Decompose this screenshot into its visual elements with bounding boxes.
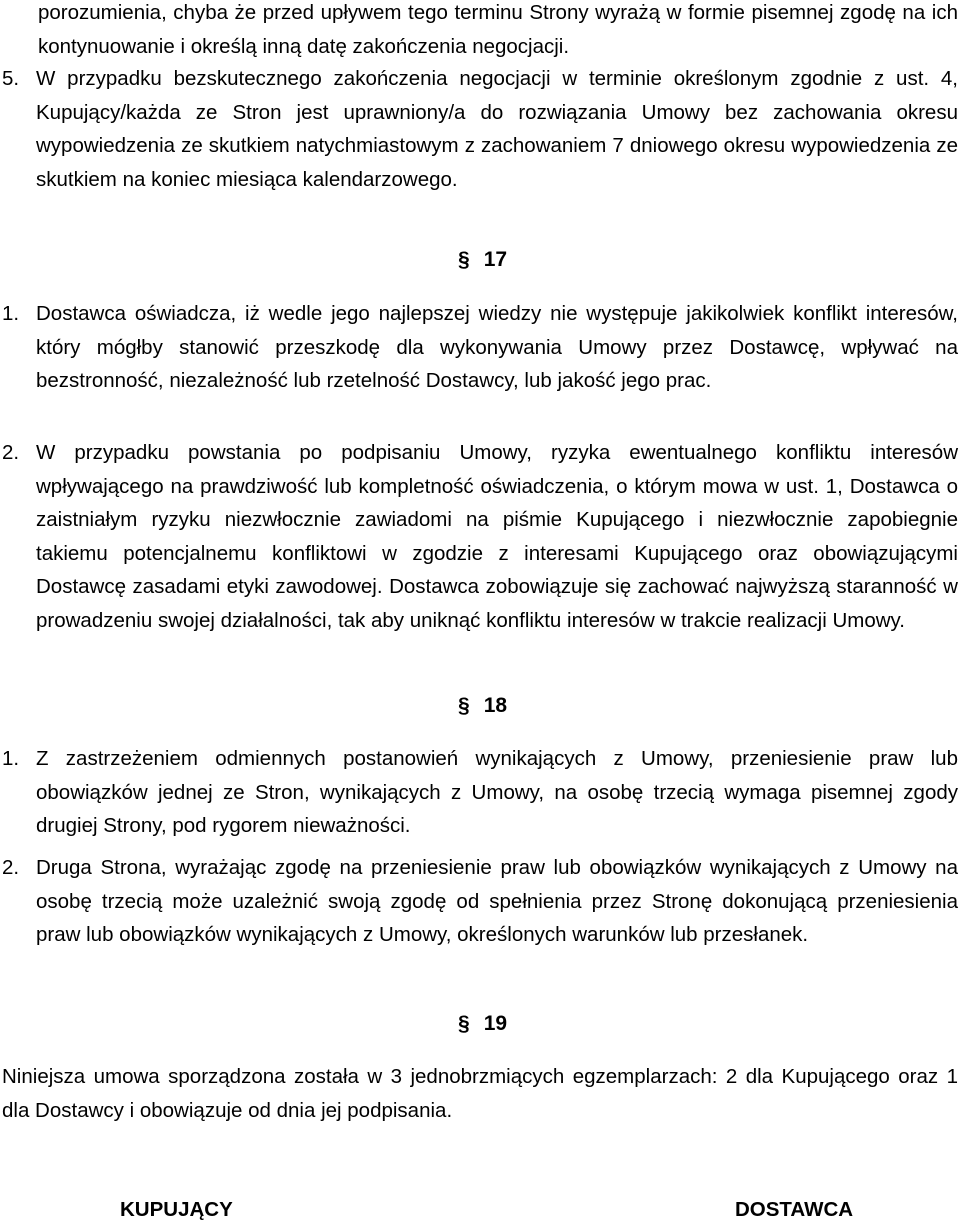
clause-text: Druga Strona, wyrażając zgodę na przeniesienie praw lub obowiązków wynikających z Umowy na osobę trzecią może uzależnić swoją zgodę od spełnienia przez Stronę dokonującą przeniesienia praw lub obowiązków wynikających z Umowy, określonych warunków lub przesłanek. — [36, 856, 958, 946]
clause-number: 1. — [2, 747, 20, 770]
section-18-heading — [458, 689, 578, 723]
clause-text: W przypadku bezskutecznego zakończenia negocjacji w terminie określonym zgodnie z ust. 4, Kupujący/każda ze Stron jest uprawniony/a do rozwiązania Umowy bez zachowania okresu wypowiedzenia ze skutkiem natychmiastowym z zachowaniem 7 dniowego okresu wypowiedzenia ze skutkiem na koniec miesiąca kalendarzowego. — [36, 67, 958, 191]
signature-supplier: DOSTAWCA — [735, 1198, 854, 1221]
signature-buyer: KUPUJĄCY — [120, 1198, 233, 1221]
section-number: 17 — [483, 248, 508, 271]
intro-paragraph: porozumienia, chyba że przed upływem tego terminu Strony wyrażą w formie pisemnej zgodę na ich kontynuowanie i określą inną datę zakończenia negocjacji. — [38, 1, 958, 58]
section-number: 18 — [483, 694, 508, 717]
clause-number: 2. — [2, 856, 20, 879]
section-sign-icon: § — [458, 694, 470, 717]
section-17-heading — [458, 243, 578, 277]
section-19-heading — [458, 1007, 578, 1041]
clause-text: W przypadku powstania po podpisaniu Umowy, ryzyka ewentualnego konfliktu interesów wpływającego na prawdziwość lub kompletność oświadczenia, o którym mowa w ust. 1, Dostawca o zaistniałym ryzyku niezwłocznie zawiadomi na piśmie Kupującego i niezwłocznie zapobiegnie takiemu potencjalnemu konfliktowi w zgodzie z interesami Kupującego oraz obowiązującymi Dostawcę zasadami etyki zawodowej. Dostawca zobowiązuje się zachować najwyższą staranność w prowadzeniu swojej działalności, tak aby uniknąć konfliktu interesów w trakcie realizacji Umowy. — [36, 441, 958, 632]
section-19-paragraph: Niniejsza umowa sporządzona została w 3 jednobrzmiących egzemplarzach: 2 dla Kupującego oraz 1 dla Dostawcy i obowiązuje od dnia jej podpisania. — [2, 1065, 958, 1122]
section-sign-icon: § — [458, 1012, 470, 1035]
clause-text: Dostawca oświadcza, iż wedle jego najlepszej wiedzy nie występuje jakikolwiek konflikt interesów, który mógłby stanowić przeszkodę dla wykonywania Umowy przez Dostawcę, wpływać na bezstronność, niezależność lub rzetelność Dostawcy, lub jakość jego prac. — [36, 302, 958, 392]
section-number: 19 — [483, 1012, 508, 1035]
clause-number: 2. — [2, 441, 20, 464]
clause-text: Z zastrzeżeniem odmiennych postanowień wynikających z Umowy, przeniesienie praw lub obowiązków jednej ze Stron, wynikających z Umowy, na osobę trzecią wymaga pisemnej zgody drugiej Strony, pod rygorem nieważności. — [36, 747, 958, 837]
clause-number: 5. — [2, 67, 20, 90]
section-sign-icon: § — [458, 248, 470, 271]
clause-number: 1. — [2, 302, 20, 325]
